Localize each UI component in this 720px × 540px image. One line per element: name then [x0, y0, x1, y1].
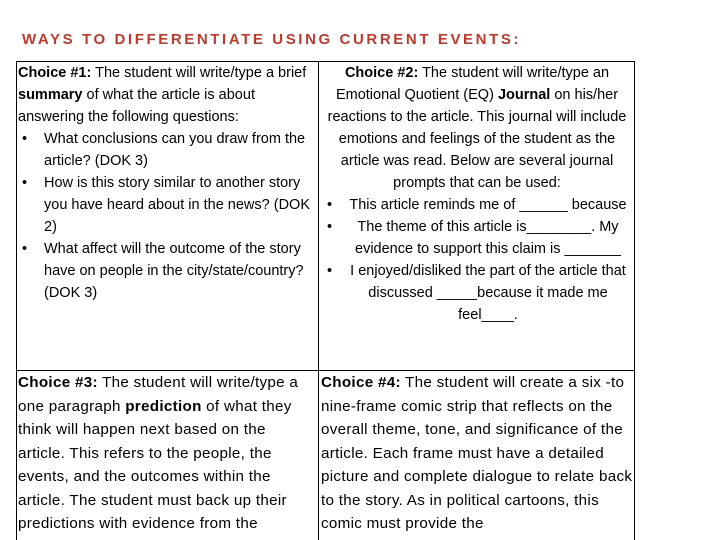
choice-4-text — [321, 371, 633, 536]
prompt-text: This article reminds me of ______ because — [349, 197, 627, 213]
bullet-icon: • — [327, 197, 333, 213]
question-text: How is this story similar to another story you have heard about in the news? (DOK 2) — [44, 175, 310, 235]
choice-2-cell — [321, 62, 633, 326]
table-vertical-divider — [318, 61, 319, 540]
bullet-icon: • — [327, 263, 333, 279]
list-item — [18, 172, 316, 238]
page-title: WAYS TO DIFFERENTIATE USING CURRENT EVENTS: — [22, 31, 522, 48]
prompt-text: The theme of this article is________. My evidence to support this claim is _______ — [355, 219, 621, 257]
bullet-icon: • — [327, 219, 333, 235]
choice-1-keyword: summary — [18, 87, 83, 103]
bullet-icon: • — [22, 131, 28, 147]
choice-4-body: The student will create a six -to nine-frame comic strip that reflects on the overall theme, tone, and significance of the article. Each frame must have a detailed picture and complete dialogue to relate back to the story. As in political cartoons, this comic must provide the — [321, 374, 633, 532]
choice-4-label: Choice #4: — [321, 374, 401, 391]
choice-1-cell — [18, 62, 316, 304]
choice-2-label: Choice #2: — [344, 65, 419, 81]
list-item — [321, 260, 633, 326]
prompt-text: I enjoyed/disliked the part of the article that discussed _____because it made me feel____. — [350, 263, 626, 323]
choice-1-label: Choice #1: — [18, 65, 92, 81]
choice-1-intro-text-2: of what the article is about answering the following questions: — [18, 87, 255, 125]
choice-3-label: Choice #3: — [18, 374, 98, 391]
choice-1-intro — [18, 62, 316, 128]
list-item — [18, 238, 316, 304]
choice-2-intro-text-2: on his/her reactions to the article. This journal will include emotions and feelings of the student as the article was read. Below are several journal prompts that can be used: — [327, 87, 627, 191]
choice-4-cell — [321, 371, 633, 536]
choice-1-intro-text: The student will write/type a brief — [91, 65, 307, 81]
choice-3-cell — [18, 371, 316, 536]
choice-2-keyword: Journal — [497, 87, 551, 103]
list-item — [321, 216, 633, 260]
choice-2-intro — [321, 62, 633, 194]
choice-2-intro-text: The student will write/type an Emotional Quotient (EQ) — [335, 65, 610, 103]
choice-3-intro-text-2: of what they think will happen next based on the article. This refers to the people, the events, and the outcomes within the article. The student must back up their predictions with evidence from the — [18, 397, 292, 532]
question-text: What conclusions can you draw from the article? (DOK 3) — [44, 131, 306, 169]
choice-2-prompts — [321, 194, 633, 326]
choice-3-text — [18, 371, 316, 536]
choice-3-intro-text: The student will write/type a one paragraph — [18, 374, 299, 415]
choice-3-keyword: prediction — [125, 397, 202, 415]
bullet-icon: • — [22, 241, 28, 257]
choice-1-questions — [18, 128, 316, 304]
list-item — [18, 128, 316, 172]
question-text: What affect will the outcome of the story have on people in the city/state/country? (DOK 3) — [44, 241, 304, 301]
bullet-icon: • — [22, 175, 28, 191]
list-item — [321, 194, 633, 216]
